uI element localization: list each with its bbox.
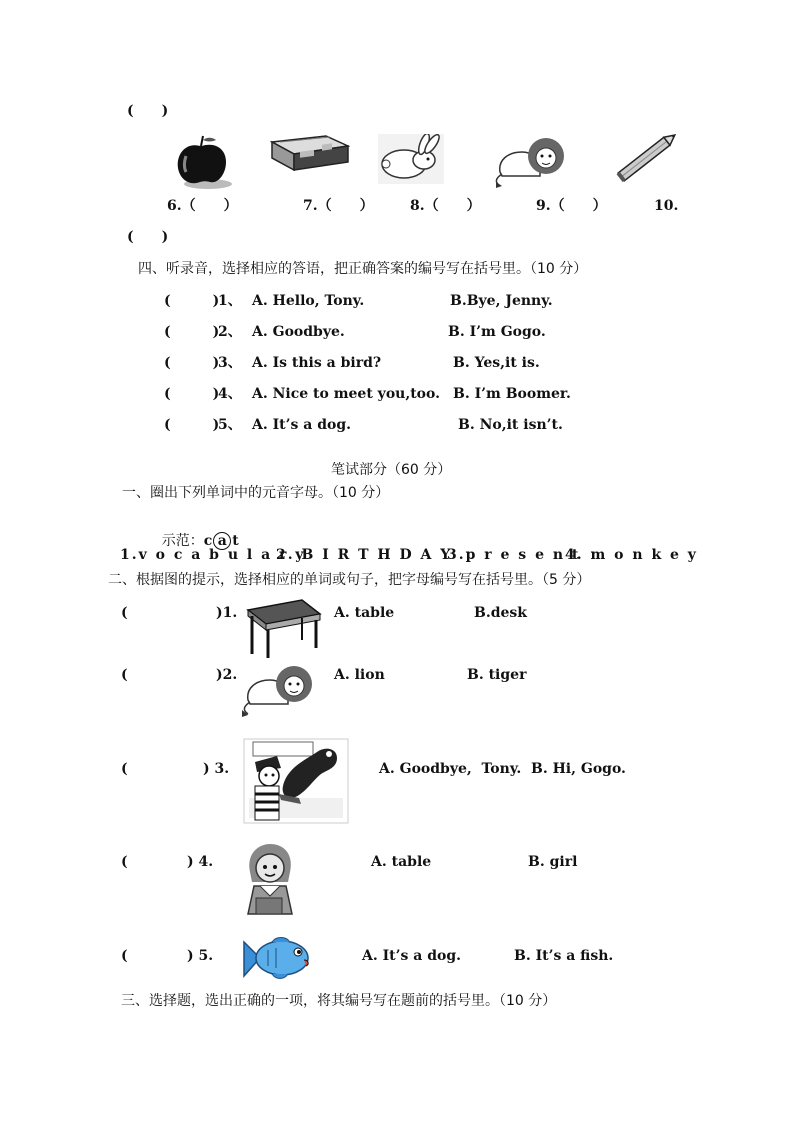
example-letter: t bbox=[232, 533, 239, 549]
q1-heading: 一、圈出下列单词中的元音字母。（10 分） bbox=[122, 485, 390, 501]
option-b: B. tiger bbox=[467, 667, 527, 683]
option-b: B. Yes,it is. bbox=[453, 355, 540, 371]
option-a: A. lion bbox=[334, 667, 385, 683]
pic-label-6: 6.（ ） bbox=[167, 198, 238, 214]
pencil-icon bbox=[612, 128, 684, 184]
answer-paren: ( ) bbox=[164, 417, 220, 433]
item-number: ) 3. bbox=[203, 761, 230, 777]
desk-icon bbox=[244, 596, 322, 660]
option-b: B. I’m Boomer. bbox=[453, 386, 571, 402]
fish-icon bbox=[242, 936, 314, 980]
lion-icon bbox=[492, 130, 570, 188]
option-a: A. Hello, Tony. bbox=[252, 293, 365, 309]
item-number: 2、 bbox=[218, 324, 242, 340]
option-b: B. No,it isn’t. bbox=[458, 417, 563, 433]
example-line bbox=[152, 514, 239, 550]
item-number: )2. bbox=[216, 667, 238, 683]
paren-top: ( ) bbox=[127, 103, 169, 119]
section4-heading: 四、听录音，选择相应的答语，把正确答案的编号写在括号里。（10 分） bbox=[138, 261, 588, 277]
option-a: A. Nice to meet you,too. bbox=[252, 386, 440, 402]
example-letter: c bbox=[203, 533, 213, 549]
option-b: B. Hi, Gogo. bbox=[531, 761, 626, 777]
apple-icon bbox=[172, 134, 236, 190]
book-icon bbox=[270, 132, 350, 174]
item-number: 3、 bbox=[218, 355, 242, 371]
option-b: B. I’m Gogo. bbox=[448, 324, 546, 340]
pic-label-7: 7.（ ） bbox=[303, 198, 374, 214]
answer-paren: ( ) bbox=[164, 386, 220, 402]
option-b: B.Bye, Jenny. bbox=[450, 293, 553, 309]
item-number: )1. bbox=[216, 605, 238, 621]
item-number: 4、 bbox=[218, 386, 242, 402]
item-number: 5、 bbox=[218, 417, 242, 433]
answer-paren-open: ( bbox=[121, 761, 128, 777]
option-b: B. girl bbox=[528, 854, 578, 870]
option-b: B.desk bbox=[474, 605, 527, 621]
circled-vowel: a bbox=[213, 532, 231, 550]
word-1: 1.v o c a b u l a r y bbox=[120, 547, 306, 563]
answer-paren: ( ) bbox=[164, 293, 220, 309]
word-3: 3.p r e s e n t bbox=[447, 547, 581, 563]
written-title: 笔试部分（60 分） bbox=[331, 462, 452, 478]
answer-paren: ( ) bbox=[164, 355, 220, 371]
option-a: A. Goodbye, Tony. bbox=[379, 761, 522, 777]
pic-label-8: 8.（ ） bbox=[410, 198, 481, 214]
option-a: A. Goodbye. bbox=[252, 324, 345, 340]
option-a: A. It’s a dog. bbox=[362, 948, 461, 964]
item-number: ) 5. bbox=[187, 948, 214, 964]
q3-heading: 三、选择题，选出正确的一项，将其编号写在题前的括号里。（10 分） bbox=[121, 993, 557, 1009]
pic-label-10: 10. bbox=[654, 198, 679, 214]
option-a: A. It’s a dog. bbox=[252, 417, 351, 433]
q2-heading: 二、根据图的提示，选择相应的单词或句子，把字母编号写在括号里。（5 分） bbox=[108, 572, 591, 588]
word-2: 2. B I R T H D A Y bbox=[276, 547, 453, 563]
item-number: 1、 bbox=[218, 293, 242, 309]
option-a: A. table bbox=[371, 854, 432, 870]
answer-paren-open: ( bbox=[121, 948, 128, 964]
girl-icon bbox=[242, 842, 296, 918]
paren-bottom: ( ) bbox=[127, 229, 169, 245]
answer-paren-open: ( bbox=[121, 854, 128, 870]
pic-label-9: 9.（ ） bbox=[536, 198, 607, 214]
word-4: 4. m o n k e y bbox=[565, 547, 698, 563]
answer-paren: ( ) bbox=[164, 324, 220, 340]
option-b: B. It’s a fish. bbox=[514, 948, 614, 964]
answer-paren-open: ( bbox=[121, 667, 128, 683]
boy-and-gogo-icon bbox=[243, 738, 349, 824]
example-label: 示范： bbox=[161, 533, 204, 549]
answer-paren-open: ( bbox=[121, 605, 128, 621]
option-a: A. Is this a bird? bbox=[252, 355, 382, 371]
rabbit-icon bbox=[378, 134, 444, 184]
item-number: ) 4. bbox=[187, 854, 214, 870]
option-a: A. table bbox=[334, 605, 395, 621]
lion-icon bbox=[238, 658, 318, 718]
